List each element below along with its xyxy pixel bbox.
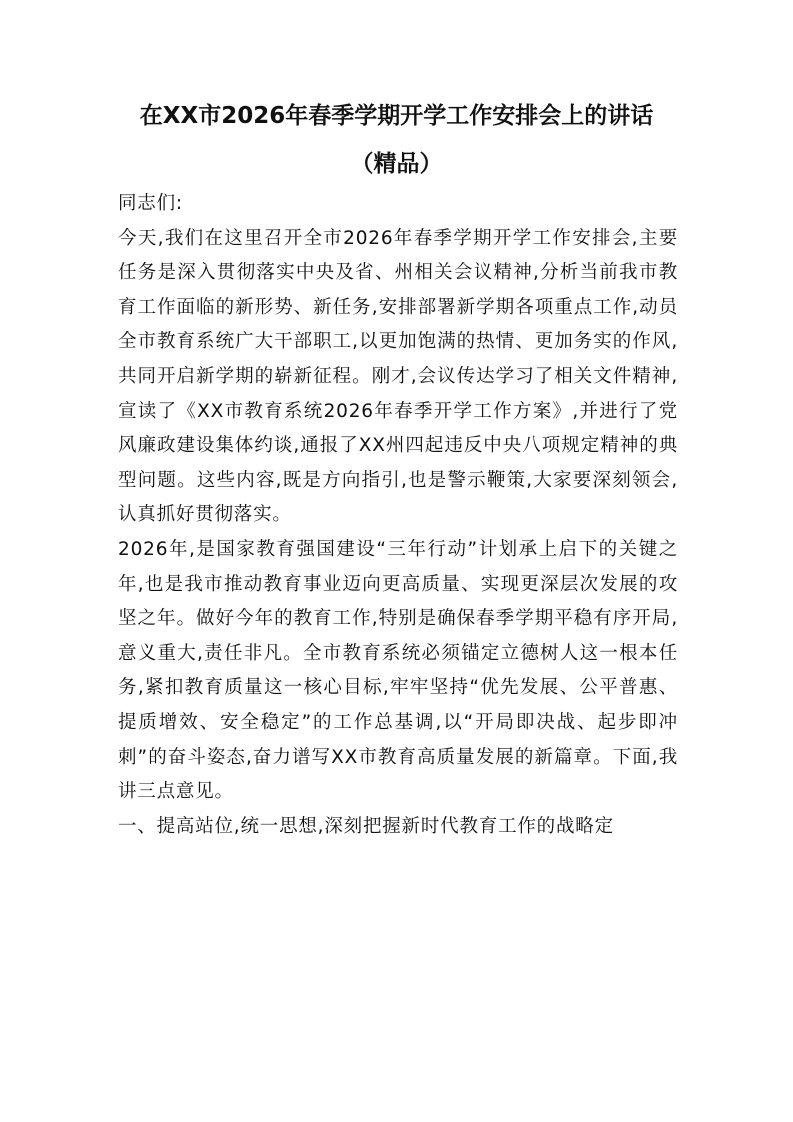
salutation: 同志们: [118, 193, 183, 214]
document-body [118, 187, 678, 844]
title-line-subtitle: （精品） [350, 151, 443, 177]
section-heading-one: 一、提高站位,统一思想,深刻把握新时代教育工作的战略定 [118, 815, 614, 837]
document-title [0, 92, 793, 188]
paragraph-opening: 今天,我们在这里召开全市2026年春季学期开学工作安排会,主要任务是深入贯彻落实中央及省、州相关会议精神,分析当前我市教育工作面临的新形势、新任务,安排部署新学期各项重点工作,动员全市教育系统广大干部职工,以更加饱满的热情、更加务实的作风,共同开启新学期的崭新征程。刚才,会议传达学习了相关文件精神,宣读了《XX市教育系统2026年春季开学工作方案》,并进行了党风廉政建设集体约谈,通报了XX州四起违反中央八项规定精神的典型问题。这些内容,既是方向指引,也是警示鞭策,大家要深刻领会,认真抓好贯彻落实。 [118, 227, 678, 526]
paragraph-context: 2026年,是国家教育强国建设“三年行动”计划承上启下的关键之年,也是我市推动教育事业迈向更高质量、实现更深层次发展的攻坚之年。做好今年的教育工作,特别是确保春季学期平稳有序开局,意义重大,责任非凡。全市教育系统必须锚定立德树人这一根本任务,紧扣教育质量这一核心目标,牢牢坚持“优先发展、公平普惠、提质增效、安全稳定”的工作总基调,以“开局即决战、起步即冲刺”的奋斗姿态,奋力谱写XX市教育高质量发展的新篇章。下面,我讲三点意见。 [118, 538, 678, 803]
title-line-main: 在XX市2026年春季学期开学工作安排会上的讲话 [139, 103, 654, 129]
